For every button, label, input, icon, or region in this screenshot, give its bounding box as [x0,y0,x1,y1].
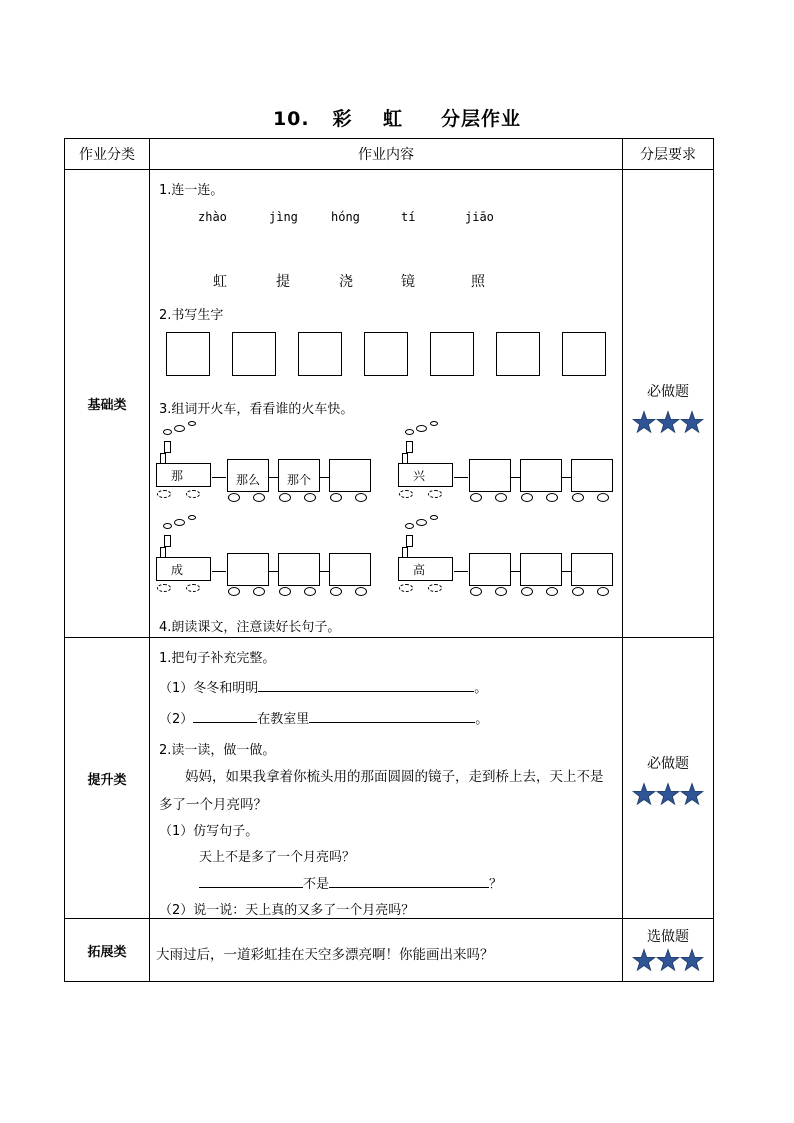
coupler [511,477,520,478]
header-content: 作业内容 [150,139,623,170]
writing-box[interactable] [232,332,276,376]
pinyin-3: tí [401,210,416,224]
star-icon [681,950,703,971]
example-sentence: 天上不是多了一个月亮吗？ [199,850,356,865]
cab-icon [402,453,408,463]
fill-line-2 [159,708,488,727]
wheel-icon [521,493,533,502]
wheel-icon [186,584,200,592]
extension-category: 拓展类 [65,919,150,982]
star-icon [633,950,655,971]
page-title [0,104,794,131]
coupler [511,571,520,572]
answer-blank[interactable] [329,875,489,888]
wheel-icon [355,493,367,502]
star-icon [681,411,703,432]
lesson-number: 10. [272,108,310,130]
star-icon [633,411,655,432]
header-requirement: 分层要求 [623,139,714,170]
reading-passage-line1: 妈妈，如果我拿着你梳头用的那面圆圆的镜子，走到桥上去，天上不是 [185,769,604,785]
train-car[interactable] [329,459,371,492]
coupler [320,571,329,572]
advanced-requirement [623,638,714,919]
engine-car[interactable]: 兴 [398,463,453,487]
smoke-icon [163,523,172,529]
star-rating [632,781,704,807]
title-char-2: 虹 [382,108,403,130]
extension-content [150,919,623,982]
writing-box[interactable] [166,332,210,376]
wheel-icon [428,584,442,592]
engine-car[interactable]: 高 [398,557,453,581]
smoke-icon [188,421,196,426]
train-car[interactable] [469,459,511,492]
star-icon [657,411,679,432]
extension-task: 大雨过后，一道彩虹挂在天空多漂亮啊！你能画出来吗？ [156,947,494,963]
wheel-icon [521,587,533,596]
hanzi-4: 照 [471,274,485,290]
star-icon [657,784,679,805]
coupler [212,477,226,478]
header-category: 作业分类 [65,139,150,170]
engine-car[interactable]: 那 [156,463,211,487]
smoke-icon [416,425,427,432]
chimney-icon [406,441,413,453]
wheel-icon [597,493,609,502]
basic-row [65,170,714,638]
star-rating [632,409,704,435]
advanced-q1: 1.把句子补充完整。 [159,651,276,666]
writing-box[interactable] [496,332,540,376]
coupler [212,571,226,572]
fill-mid: 在教室里 [257,712,310,727]
wheel-icon [355,587,367,596]
train-car[interactable]: 那个 [278,459,320,492]
requirement-label: 选做题 [647,929,689,945]
fill-prefix: （1）冬冬和明明 [159,681,259,696]
chimney-icon [406,535,413,547]
wheel-icon [186,490,200,498]
wheel-icon [428,490,442,498]
imitation-end: ？ [489,877,503,892]
smoke-icon [430,515,438,520]
answer-blank[interactable] [258,679,474,692]
coupler [454,477,468,478]
star-icon [657,950,679,971]
wheel-icon [546,493,558,502]
basic-content [150,170,623,638]
chimney-icon [164,535,171,547]
smoke-icon [405,523,414,529]
extension-row [65,919,714,982]
wheel-icon [399,584,413,592]
chimney-icon [164,441,171,453]
advanced-q2: 2.读一读，做一做。 [159,743,276,758]
wheel-icon [228,493,240,502]
fill-prefix: （2） [159,712,194,727]
basic-q2: 2.书写生字 [159,308,224,323]
fill-suffix: 。 [474,681,488,696]
requirement-label: 必做题 [647,383,689,400]
pinyin-4: jiāo [465,210,494,224]
engine-car[interactable]: 成 [156,557,211,581]
coupler [562,477,571,478]
advanced-sub2: （2）说一说：天上真的又多了一个月亮吗？ [159,903,415,918]
smoke-icon [174,519,185,526]
wheel-icon [470,493,482,502]
coupler [454,571,468,572]
fill-line-1 [159,677,487,696]
advanced-content [150,638,623,919]
train-car[interactable] [520,459,562,492]
wheel-icon [253,493,265,502]
wheel-icon [304,493,316,502]
answer-blank[interactable] [309,710,475,723]
basic-q1: 1.连一连。 [159,183,224,198]
train-car[interactable] [469,553,511,586]
hanzi-3: 镜 [401,274,415,290]
train-car[interactable] [329,553,371,586]
train-1 [155,420,375,500]
train-2 [397,420,617,500]
advanced-row [65,638,714,919]
smoke-icon [416,519,427,526]
answer-blank[interactable] [193,710,257,723]
homework-table [64,138,714,982]
smoke-icon [405,429,414,435]
pinyin-2: hóng [331,210,360,224]
wheel-icon [572,587,584,596]
pinyin-0: zhào [198,210,227,224]
train-car[interactable] [571,459,613,492]
smoke-icon [188,515,196,520]
coupler [562,571,571,572]
wheel-icon [228,587,240,596]
cab-icon [160,453,166,463]
imitation-line [199,873,502,892]
title-subtitle: 分层作业 [441,108,522,130]
title-char-1: 彩 [332,108,353,130]
smoke-icon [163,429,172,435]
extension-requirement [623,919,714,982]
coupler [269,571,278,572]
wheel-icon [495,493,507,502]
wheel-icon [597,587,609,596]
fill-suffix: 。 [475,712,489,727]
wheel-icon [495,587,507,596]
basic-category: 基础类 [65,170,150,638]
wheel-icon [279,493,291,502]
wheel-icon [253,587,265,596]
smoke-icon [174,425,185,432]
train-car[interactable] [520,553,562,586]
requirement-label: 必做题 [647,756,689,772]
train-car[interactable] [227,553,269,586]
coupler [269,477,278,478]
wheel-icon [572,493,584,502]
hanzi-1: 提 [276,274,290,290]
reading-passage-line2: 多了一个月亮吗？ [159,797,267,813]
imitation-mid: 不是 [303,877,330,892]
wheel-icon [330,493,342,502]
wheel-icon [330,587,342,596]
train-car[interactable]: 那么 [227,459,269,492]
writing-box[interactable] [298,332,342,376]
train-car[interactable] [278,553,320,586]
wheel-icon [304,587,316,596]
basic-q3: 3.组词开火车，看看谁的火车快。 [159,402,354,417]
pinyin-1: jìng [269,210,298,224]
advanced-sub1: （1）仿写句子。 [159,824,259,839]
wheel-icon [546,587,558,596]
hanzi-2: 浇 [339,274,353,290]
answer-blank[interactable] [199,875,303,888]
wheel-icon [157,490,171,498]
cab-icon [402,547,408,557]
train-3 [155,514,375,594]
smoke-icon [430,421,438,426]
coupler [320,477,329,478]
advanced-category: 提升类 [65,638,150,919]
cab-icon [160,547,166,557]
writing-box[interactable] [364,332,408,376]
star-rating [632,947,704,973]
wheel-icon [399,490,413,498]
train-4 [397,514,617,594]
writing-box[interactable] [562,332,606,376]
wheel-icon [157,584,171,592]
wheel-icon [470,587,482,596]
writing-box[interactable] [430,332,474,376]
train-car[interactable] [571,553,613,586]
wheel-icon [279,587,291,596]
hanzi-0: 虹 [213,274,227,290]
header-row [65,139,714,170]
star-icon [633,784,655,805]
basic-q4: 4.朗读课文，注意读好长句子。 [159,620,341,635]
star-icon [681,784,703,805]
basic-requirement [623,170,714,638]
